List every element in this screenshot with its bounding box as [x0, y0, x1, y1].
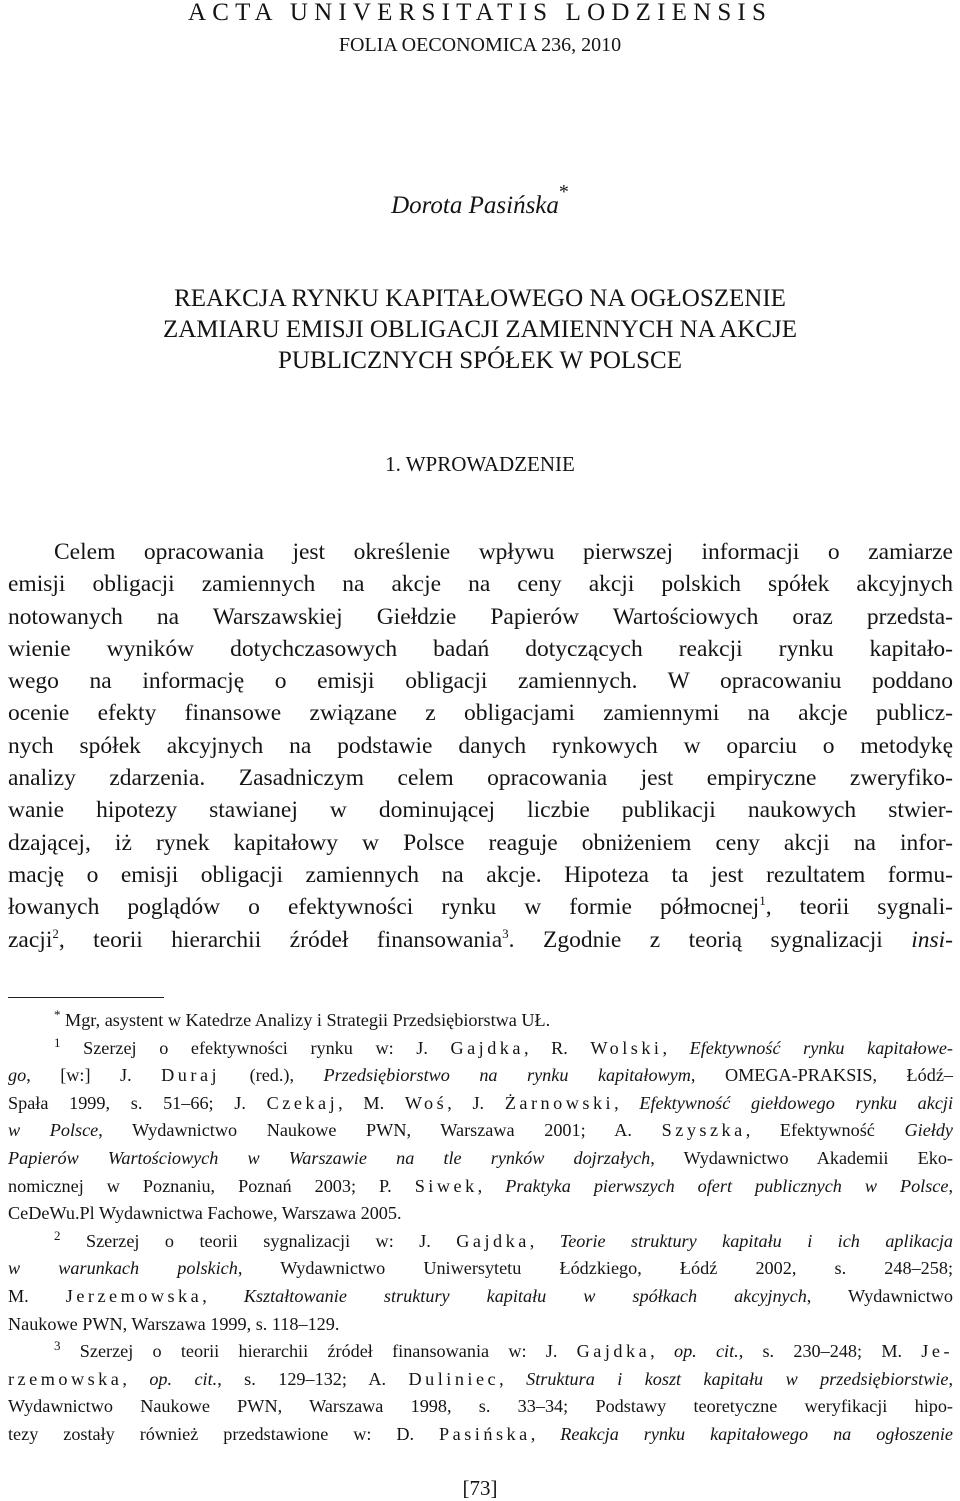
body-line: wienie wyników dotychczasowych badań dotyczących reakcji rynku kapitało-	[8, 635, 953, 662]
footnote-2-line: M. Jerzemowska, Kształtowanie struktury kapitału w spółkach akcyjnych, Wydawnictwo	[8, 1285, 954, 1306]
author-name: Dorota Pasińska	[391, 192, 559, 219]
footnote-1-line: w Polsce, Wydawnictwo Naukowe PWN, Warszawa 2001; A. Szyszka, Efektywność Giełdy	[8, 1120, 953, 1141]
body-line: ocenie efekty finansowe związane z obligacjami zamiennymi na akcje publicz-	[8, 700, 953, 727]
footnote-2-line: w warunkach polskich, Wydawnictwo Uniwersytetu Łódzkiego, Łódź 2002, s. 248–258;	[8, 1258, 953, 1279]
body-line: emisji obligacji zamiennych na akcje na ceny akcji polskich spółek akcyjnych	[8, 571, 953, 598]
footnote-affiliation: * Mgr, asystent w Katedrze Analizy i Strategii Przedsiębiorstwa UŁ.	[54, 1006, 551, 1030]
footnotes	[8, 1007, 953, 1449]
title-line: PUBLICZNYCH SPÓŁEK W POLSCE	[278, 347, 682, 374]
footnote-2-line: Naukowe PWN, Warszawa 1999, s. 118–129.	[8, 1313, 340, 1334]
body-line: zacji$^2$, teorii hierarchii źródeł finansowania$^3$. Zgodnie z teorią sygnalizacji insi-	[8, 925, 953, 953]
footnote-1-line: CeDeWu.Pl Wydawnictwa Fachowe, Warszawa 2005.	[8, 1203, 402, 1224]
footnote-ref: 1	[759, 893, 766, 909]
article-title	[0, 283, 960, 376]
body-line: notowanych na Warszawskiej Giełdzie Papierów Wartościowych oraz przedsta-	[8, 603, 953, 630]
footnote-3-line: tezy zostały również przedstawione w: D. Pasińska, Reakcja rynku kapitałowego na ogłoszenie	[8, 1423, 953, 1444]
footnote-ref: 2	[52, 925, 59, 941]
body-line: wanie hipotezy stawianej w dominującej liczbie publikacji naukowych stwier-	[8, 797, 953, 824]
body-line: łowanych poglądów o efektywności rynku w formie półmocnej$^1$, teorii sygnali-	[8, 893, 953, 921]
journal-series: FOLIA OECONOMICA 236, 2010	[338, 34, 622, 56]
footnote-1-line: nomicznej w Poznaniu, Poznań 2003; P. Siwek, Praktyka pierwszych ofert publicznych w Polsce,	[8, 1175, 953, 1196]
footnote-3: $^3$ Szerzej o teorii hierarchii źródeł finansowania w: J. Gajdka, op. cit., s. 230–248; M. Je-	[54, 1338, 954, 1362]
title-line: REAKCJA RYNKU KAPITAŁOWEGO NA OGŁOSZENIE	[174, 285, 786, 312]
footnote-3-line: Wydawnictwo Naukowe PWN, Warszawa 1998, s. 33–34; Podstawy teoretyczne weryfikacji hipo-	[8, 1396, 953, 1417]
footnote-2: $^2$ Szerzej o teorii sygnalizacji w: J. Gajdka, Teorie struktury kapitału i ich aplikacja	[54, 1227, 954, 1251]
footnote-1: $^1$ Szerzej o efektywności rynku w: J. Gajdka, R. Wolski, Efektywność rynku kapitałowe-	[54, 1034, 953, 1058]
body-line: analizy zdarzenia. Zasadniczym celem opracowania jest empiryczne zweryfiko-	[8, 765, 953, 792]
body-line: Celem opracowania jest określenie wpływu pierwszej informacji o zamiarze	[54, 539, 953, 565]
body-text	[8, 536, 953, 956]
footnote-1-line: go, [w:] J. Duraj (red.), Przedsiębiorstwo na rynku kapitałowym, OMEGA-PRAKSIS, Łódź–	[8, 1065, 953, 1086]
footnote-ref: 3	[502, 925, 509, 941]
body-line: mację o emisji obligacji zamiennych na akcje. Hipoteza ta jest rezultatem formu-	[8, 861, 953, 888]
title-line: ZAMIARU EMISJI OBLIGACJI ZAMIENNYCH NA AKCJE	[162, 316, 798, 343]
body-line: wego na informację o emisji obligacji zamiennych. W opracowaniu poddano	[8, 668, 953, 695]
page-number: [73]	[462, 1476, 498, 1500]
author-footnote-mark: *	[558, 180, 569, 203]
journal-name: ACTA UNIVERSITATIS LODZIENSIS	[187, 0, 773, 26]
body-line: nych spółek akcyjnych na podstawie danych rynkowych w oparciu o metodykę	[8, 732, 953, 759]
section-heading: 1. WPROWADZENIE	[385, 452, 575, 476]
body-line: dzającej, iż rynek kapitałowy w Polsce reaguje obniżeniem ceny akcji na infor-	[8, 829, 953, 856]
author-line	[0, 180, 960, 220]
footnote-1-line: Spała 1999, s. 51–66; J. Czekaj, M. Woś, J. Żarnowski, Efektywność giełdowego rynku akcji	[8, 1092, 954, 1113]
footnote-3-line: rzemowska, op. cit., s. 129–132; A. Duliniec, Struktura i koszt kapitału w przedsiębiorstwie,	[8, 1368, 954, 1389]
footnote-1-line: Papierów Wartościowych w Warszawie na tle rynków dojrzałych, Wydawnictwo Akademii Eko-	[8, 1147, 953, 1168]
footnote-separator	[8, 997, 164, 998]
